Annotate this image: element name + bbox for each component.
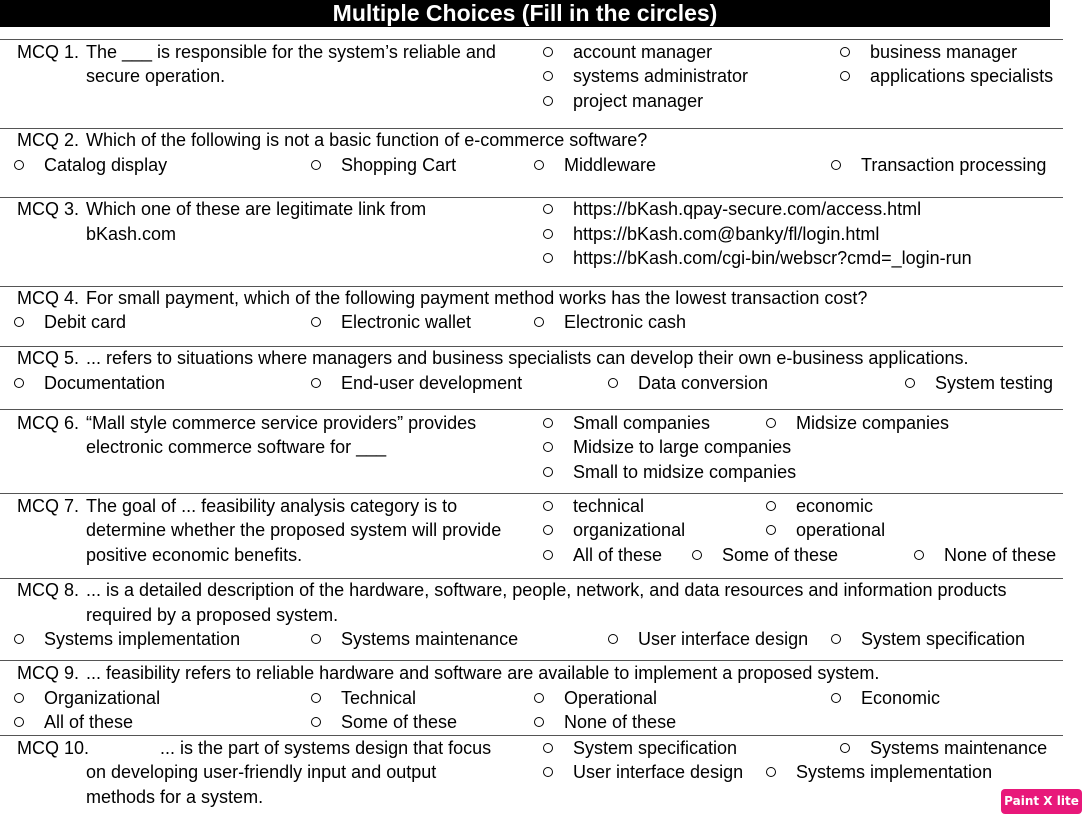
radio-circle-icon xyxy=(840,71,850,81)
question-text: For small payment, which of the following payment method works has the lowest transaction cost? xyxy=(86,288,868,308)
option-label: account manager xyxy=(573,42,713,62)
question-text: positive economic benefits. xyxy=(86,545,303,565)
option[interactable] xyxy=(904,373,1053,393)
option-label: business manager xyxy=(870,42,1018,62)
radio-circle-icon xyxy=(543,229,553,239)
option-label: User interface design xyxy=(573,762,744,782)
radio-circle-icon xyxy=(543,467,553,477)
radio-circle-icon xyxy=(543,442,553,452)
divider xyxy=(0,197,1063,198)
option-label: Electronic wallet xyxy=(341,312,472,332)
divider xyxy=(0,346,1063,347)
option-label: Documentation xyxy=(44,373,166,393)
question-text: The goal of ... feasibility analysis category is to xyxy=(86,496,458,516)
option-label: systems administrator xyxy=(573,66,749,86)
option-label: All of these xyxy=(44,712,134,732)
option-label: Shopping Cart xyxy=(341,155,457,175)
radio-circle-icon xyxy=(534,693,544,703)
question-number: MCQ 4. xyxy=(17,288,80,308)
option[interactable] xyxy=(13,629,240,649)
question-text: bKash.com xyxy=(86,224,177,244)
radio-circle-icon xyxy=(608,634,618,644)
question-number: MCQ 7. xyxy=(17,496,80,516)
radio-circle-icon xyxy=(831,160,841,170)
radio-circle-icon xyxy=(543,525,553,535)
option-label: None of these xyxy=(944,545,1057,565)
radio-circle-icon xyxy=(543,501,553,511)
option-label: https://bKash.com@banky/fl/login.html xyxy=(573,224,880,244)
radio-circle-icon xyxy=(831,634,841,644)
radio-circle-icon xyxy=(840,47,850,57)
option-label: Small companies xyxy=(573,413,711,433)
radio-circle-icon xyxy=(311,160,321,170)
question-text: Which one of these are legitimate link from xyxy=(86,199,427,219)
option[interactable] xyxy=(607,629,808,649)
option[interactable] xyxy=(310,155,456,175)
radio-circle-icon xyxy=(766,501,776,511)
radio-circle-icon xyxy=(831,693,841,703)
divider xyxy=(0,578,1063,579)
question-text: determine whether the proposed system will provide xyxy=(86,520,502,540)
option[interactable] xyxy=(13,688,160,708)
radio-circle-icon xyxy=(311,717,321,727)
radio-circle-icon xyxy=(311,317,321,327)
option[interactable] xyxy=(839,66,1053,86)
option[interactable] xyxy=(830,155,1046,175)
option-label: All of these xyxy=(573,545,663,565)
radio-circle-icon xyxy=(543,767,553,777)
question-text: methods for a system. xyxy=(86,787,264,807)
question-text: ... is the part of systems design that focus xyxy=(160,738,492,758)
question-number: MCQ 1. xyxy=(17,42,80,62)
question-text: on developing user-friendly input and output xyxy=(86,762,437,782)
option-label: Technical xyxy=(341,688,417,708)
radio-circle-icon xyxy=(766,767,776,777)
radio-circle-icon xyxy=(543,743,553,753)
option-label: https://bKash.com/cgi-bin/webscr?cmd=_login-run xyxy=(573,248,972,268)
option-label: System testing xyxy=(935,373,1054,393)
question-number: MCQ 3. xyxy=(17,199,80,219)
radio-circle-icon xyxy=(14,634,24,644)
divider xyxy=(0,286,1063,287)
option-label: Operational xyxy=(564,688,658,708)
radio-circle-icon xyxy=(543,550,553,560)
option-label: Data conversion xyxy=(638,373,769,393)
radio-circle-icon xyxy=(766,525,776,535)
question-text: ... is a detailed description of the hardware, software, people, network, and data resources and information products xyxy=(86,580,1007,600)
option[interactable] xyxy=(542,520,685,540)
question-number: MCQ 9. xyxy=(17,663,80,683)
radio-circle-icon xyxy=(905,378,915,388)
option-label: applications specialists xyxy=(870,66,1054,86)
option[interactable] xyxy=(542,545,662,565)
question-number: MCQ 10. xyxy=(17,738,90,758)
radio-circle-icon xyxy=(534,317,544,327)
option[interactable] xyxy=(542,66,748,86)
option-label: technical xyxy=(573,496,645,516)
option-label: Middleware xyxy=(564,155,657,175)
divider xyxy=(0,735,1063,736)
option[interactable] xyxy=(765,496,873,516)
question-number: MCQ 2. xyxy=(17,130,80,150)
option[interactable] xyxy=(542,91,703,111)
radio-circle-icon xyxy=(311,378,321,388)
option-label: Some of these xyxy=(341,712,458,732)
option-label: End-user development xyxy=(341,373,523,393)
option[interactable] xyxy=(310,312,471,332)
option-label: Systems implementation xyxy=(796,762,993,782)
divider xyxy=(0,409,1063,410)
radio-circle-icon xyxy=(608,378,618,388)
radio-circle-icon xyxy=(14,160,24,170)
option[interactable] xyxy=(533,712,676,732)
option[interactable] xyxy=(310,712,457,732)
option[interactable] xyxy=(310,629,518,649)
option-label: Electronic cash xyxy=(564,312,687,332)
question-text: “Mall style commerce service providers” provides xyxy=(86,413,477,433)
option-label: User interface design xyxy=(638,629,809,649)
option-label: Small to midsize companies xyxy=(573,462,797,482)
radio-circle-icon xyxy=(534,160,544,170)
option-label: Systems implementation xyxy=(44,629,241,649)
option[interactable] xyxy=(533,688,657,708)
option-label: https://bKash.qpay-secure.com/access.html xyxy=(573,199,922,219)
question-text: electronic commerce software for ___ xyxy=(86,437,387,457)
option[interactable] xyxy=(542,762,743,782)
option[interactable] xyxy=(13,155,167,175)
option[interactable] xyxy=(13,373,165,393)
option[interactable] xyxy=(542,199,921,219)
radio-circle-icon xyxy=(692,550,702,560)
question-text: secure operation. xyxy=(86,66,226,86)
option[interactable] xyxy=(839,42,1017,62)
option[interactable] xyxy=(830,688,940,708)
question-text: ... feasibility refers to reliable hardware and software are available to implement a proposed system. xyxy=(86,663,880,683)
divider xyxy=(0,128,1063,129)
option-label: Midsize to large companies xyxy=(573,437,792,457)
option-label: System specification xyxy=(861,629,1026,649)
option[interactable] xyxy=(533,155,656,175)
option-label: economic xyxy=(796,496,874,516)
option-label: Organizational xyxy=(44,688,161,708)
radio-circle-icon xyxy=(543,253,553,263)
question-text: The ___ is responsible for the system’s reliable and xyxy=(86,42,496,62)
option[interactable] xyxy=(765,762,992,782)
option-label: None of these xyxy=(564,712,677,732)
option[interactable] xyxy=(542,248,972,268)
option-label: Transaction processing xyxy=(861,155,1047,175)
radio-circle-icon xyxy=(14,693,24,703)
question-number: MCQ 6. xyxy=(17,413,80,433)
question-text: Which of the following is not a basic function of e-commerce software? xyxy=(86,130,648,150)
question-text: required by a proposed system. xyxy=(86,605,339,625)
radio-circle-icon xyxy=(543,96,553,106)
option[interactable] xyxy=(542,413,710,433)
divider xyxy=(0,660,1063,661)
divider xyxy=(0,493,1063,494)
option[interactable] xyxy=(310,373,522,393)
radio-circle-icon xyxy=(914,550,924,560)
option[interactable] xyxy=(607,373,768,393)
option-label: Some of these xyxy=(722,545,839,565)
option[interactable] xyxy=(533,312,686,332)
radio-circle-icon xyxy=(543,71,553,81)
option-label: Economic xyxy=(861,688,941,708)
radio-circle-icon xyxy=(14,378,24,388)
option-label: System specification xyxy=(573,738,738,758)
question-number: MCQ 5. xyxy=(17,348,80,368)
option-label: Debit card xyxy=(44,312,127,332)
radio-circle-icon xyxy=(311,693,321,703)
option[interactable] xyxy=(13,712,133,732)
radio-circle-icon xyxy=(766,418,776,428)
option[interactable] xyxy=(542,738,737,758)
option[interactable] xyxy=(691,545,838,565)
option[interactable] xyxy=(830,629,1025,649)
option[interactable] xyxy=(913,545,1056,565)
radio-circle-icon xyxy=(534,717,544,727)
option-label: Catalog display xyxy=(44,155,168,175)
radio-circle-icon xyxy=(543,47,553,57)
option[interactable] xyxy=(13,312,126,332)
option[interactable] xyxy=(542,462,796,482)
radio-circle-icon xyxy=(311,634,321,644)
option-label: operational xyxy=(796,520,886,540)
option-label: Systems maintenance xyxy=(341,629,519,649)
radio-circle-icon xyxy=(840,743,850,753)
radio-circle-icon xyxy=(14,317,24,327)
option[interactable] xyxy=(765,520,885,540)
option[interactable] xyxy=(765,413,949,433)
option[interactable] xyxy=(542,496,644,516)
option-label: Systems maintenance xyxy=(870,738,1048,758)
option[interactable] xyxy=(839,738,1047,758)
option-label: project manager xyxy=(573,91,704,111)
option-label: organizational xyxy=(573,520,686,540)
question-number: MCQ 8. xyxy=(17,580,80,600)
option[interactable] xyxy=(542,437,791,457)
option[interactable] xyxy=(542,224,879,244)
watermark-badge: Paint X lite xyxy=(1001,789,1082,814)
page-title: Multiple Choices (Fill in the circles) xyxy=(0,0,1050,27)
option[interactable] xyxy=(310,688,416,708)
divider xyxy=(0,39,1063,40)
question-text: ... refers to situations where managers and business specialists can develop their own e-business applications. xyxy=(86,348,969,368)
radio-circle-icon xyxy=(543,418,553,428)
radio-circle-icon xyxy=(543,204,553,214)
option-label: Midsize companies xyxy=(796,413,950,433)
radio-circle-icon xyxy=(14,717,24,727)
option[interactable] xyxy=(542,42,712,62)
